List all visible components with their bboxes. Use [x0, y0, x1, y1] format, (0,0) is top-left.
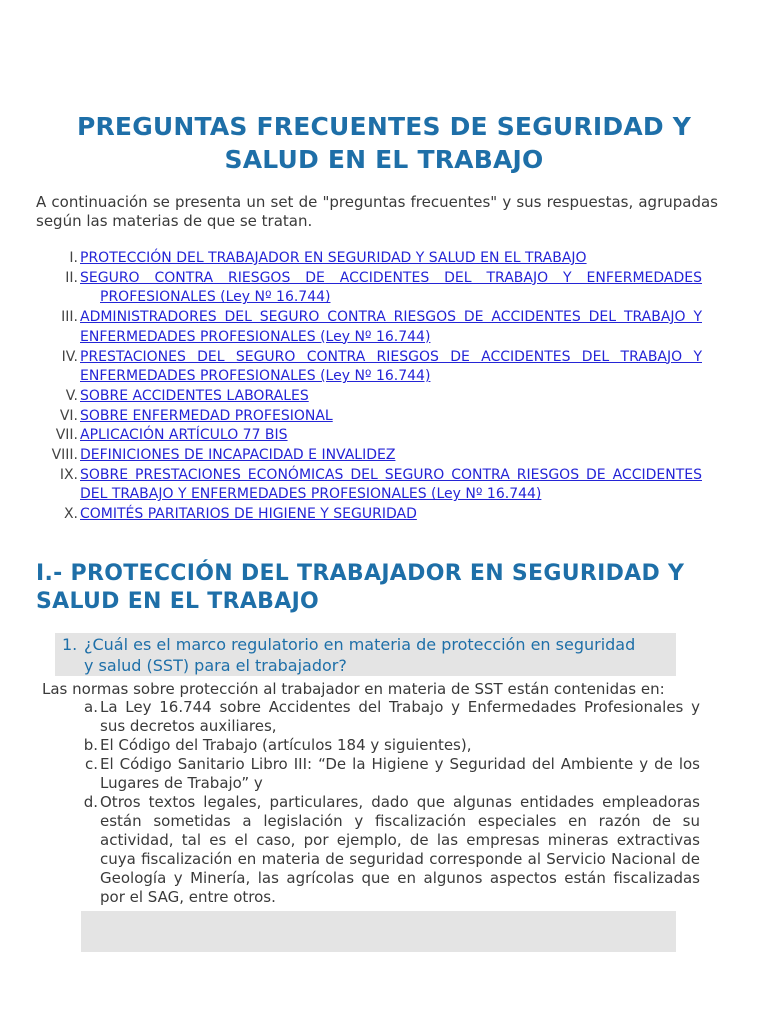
toc-item-1 [36, 249, 702, 269]
answer-letter: d. [83, 793, 98, 811]
answer-text: El Código del Trabajo (artículos 184 y siguientes), [100, 736, 472, 754]
next-question-box [81, 911, 676, 952]
page-title [36, 110, 732, 176]
answer-text: Otros textos legales, particulares, dado que algunas entidades empleadoras están sometidas a legislación y fiscalización especiales en razón de su actividad, tal es el caso, por ejemplo, de las empresas mineras extractivas cuya fiscalización en materia de seguridad corresponde al Servicio Nacional de Geología y Minería, las agrícolas que en algunos aspectos están fiscalizadas por el SAG, entre otros. [100, 793, 700, 906]
toc-number: I. [69, 250, 78, 266]
toc-item-6 [36, 407, 702, 427]
toc-link-proteccion[interactable]: PROTECCIÓN DEL TRABAJADOR EN SEGURIDAD Y SALUD EN EL TRABAJO [80, 250, 587, 266]
question-line-2: y salud (SST) para el trabajador? [84, 656, 347, 675]
toc-number: III. [61, 309, 78, 326]
intro-paragraph: A continuación se presenta un set de "preguntas frecuentes" y sus respuestas, agrupadas según las materias de que se tratan. [36, 193, 718, 230]
toc-number: VIII. [51, 447, 78, 464]
question-number: 1. [62, 635, 78, 654]
page-title-line-2: SALUD EN EL TRABAJO [224, 145, 544, 174]
page-title-line-1: PREGUNTAS FRECUENTES DE SEGURIDAD Y [76, 112, 692, 141]
toc-link-seguro[interactable]: SEGURO CONTRA RIESGOS DE ACCIDENTES DEL TRABAJO Y ENFERMEDADES PROFESIONALES (Ley Nº 16.744) [80, 269, 702, 306]
answer-letter: c. [84, 755, 98, 773]
table-of-contents [36, 249, 702, 525]
question-line-1: ¿Cuál es el marco regulatorio en materia de protección en seguridad [84, 635, 636, 654]
answer-letter: b. [83, 736, 98, 754]
toc-item-5 [36, 387, 702, 407]
section-heading-line-1: I.- PROTECCIÓN DEL TRABAJADOR EN SEGURIDAD Y [36, 561, 685, 586]
toc-number: II. [65, 269, 78, 286]
toc-link-incapacidad[interactable]: DEFINICIONES DE INCAPACIDAD E INVALIDEZ [80, 447, 396, 464]
answer-text: La Ley 16.744 sobre Accidentes del Trabajo y Enfermedades Profesionales y sus decretos auxiliares, [100, 698, 700, 735]
toc-link-enfermedad[interactable]: SOBRE ENFERMEDAD PROFESIONAL [80, 407, 333, 424]
toc-link-administradores[interactable]: ADMINISTRADORES DEL SEGURO CONTRA RIESGOS DE ACCIDENTES DEL TRABAJO Y ENFERMEDADES PROFESIONALES (Ley Nº 16.744) [80, 309, 702, 345]
answer-item-c [60, 755, 700, 793]
toc-number: VII. [55, 427, 78, 444]
toc-number: IV. [61, 348, 78, 365]
section-heading [36, 560, 726, 616]
answer-letter: a. [84, 698, 98, 716]
toc-number: X. [63, 506, 78, 523]
answer-item-d [60, 793, 700, 907]
toc-number: IX. [59, 466, 78, 483]
toc-item-8 [36, 446, 702, 466]
answer-item-a [60, 698, 700, 736]
section-heading-line-2: SALUD EN EL TRABAJO [36, 589, 320, 614]
question-1 [62, 634, 674, 676]
toc-item-7 [36, 426, 702, 446]
answer-text: El Código Sanitario Libro III: “De la Higiene y Seguridad del Ambiente y de los Lugares de Trabajo” y [100, 755, 700, 792]
toc-item-9 [36, 466, 702, 505]
toc-link-prestaciones[interactable]: PRESTACIONES DEL SEGURO CONTRA RIESGOS DE ACCIDENTES DEL TRABAJO Y ENFERMEDADES PROFESIONALES (Ley Nº 16.744) [80, 348, 702, 385]
toc-item-10 [36, 505, 702, 525]
toc-number: V. [65, 387, 78, 404]
toc-link-accidentes[interactable]: SOBRE ACCIDENTES LABORALES [80, 387, 309, 404]
toc-item-2 [36, 269, 702, 308]
toc-item-4 [36, 348, 702, 387]
answer-list [60, 698, 700, 907]
toc-link-articulo-77-bis[interactable]: APLICACIÓN ARTÍCULO 77 BIS [80, 427, 288, 444]
toc-link-comites[interactable]: COMITÉS PARITARIOS DE HIGIENE Y SEGURIDAD [80, 506, 417, 523]
toc-number: VI. [59, 407, 78, 424]
answer-item-b [60, 736, 700, 755]
answer-lead-text: Las normas sobre protección al trabajador en materia de SST están contenidas en: [42, 680, 665, 698]
toc-link-prestaciones-economicas[interactable]: SOBRE PRESTACIONES ECONÓMICAS DEL SEGURO CONTRA RIESGOS DE ACCIDENTES DEL TRABAJO Y ENFERMEDADES PROFESIONALES (Ley Nº 16.744) [80, 466, 702, 503]
toc-item-3 [36, 308, 702, 347]
